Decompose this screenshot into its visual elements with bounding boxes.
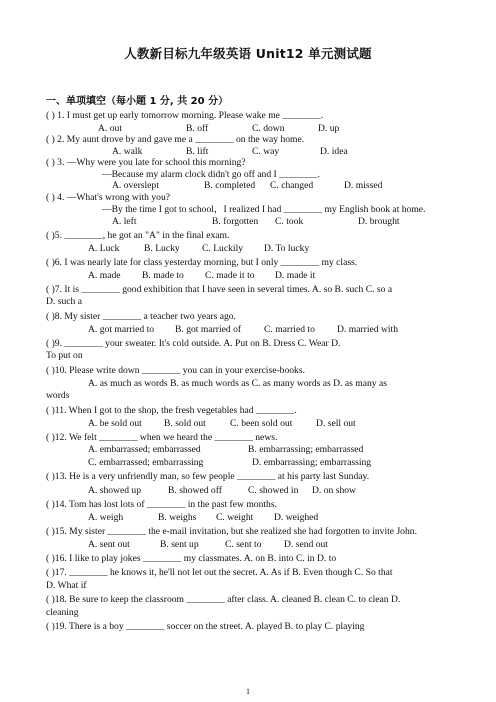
question-stem: ( )12. We felt ________ when we heard the ________ news. [46,432,278,443]
question-line: D. such a [46,296,82,307]
question-stem: ( )15. My sister ________ the e-mail invitation, but she realized she had forgotten to invite John. [46,526,417,537]
question-line: ( )19. There is a boy ________ soccer on the street. A. played B. to play C. playing [46,621,365,632]
option: A. weigh [88,512,124,523]
option: D. embarrassing; embarrassing [252,457,372,468]
option: C. way [252,146,280,157]
option: A. sent out [88,539,130,550]
question-line: ( )7. It is ________ good exhibition that I have seen in several times. A. so B. such C. so a [46,284,393,295]
option: A. made [88,270,121,281]
option: C. weight [216,512,254,523]
option: D. on show [312,485,356,496]
option: C. changed [270,180,314,191]
question-stem: ( ) 2. My aunt drove by and gave me a ________ on the way home. [46,134,305,145]
question-line: ( )9. ________ your sweater. It's cold outside. A. Put on B. Dress C. Wear D. [46,338,341,349]
option: D. married with [337,324,399,335]
option: C. married to [264,324,315,335]
option: B. sent up [160,539,199,550]
option: A. embarrassed; embarrassed [88,444,201,455]
question-line: A. as much as words B. as much words as C. as many words as D. as many as [88,378,387,389]
question-line: ( )10. Please write down ________ you can in your exercise-books. [46,365,305,376]
option: C. down [252,123,285,134]
option: A. Luck [88,243,120,254]
section-heading: 一、单项填空（每小题 1 分, 共 20 分） [46,96,229,107]
option: B. Lucky [144,243,180,254]
option: D. send out [284,539,328,550]
page-number: 1 [246,687,250,696]
option: C. been sold out [230,418,293,429]
option: D. missed [344,180,383,191]
option: A. walk [112,146,143,157]
option: D. brought [358,216,400,227]
question-line: —Because my alarm clock didn't go off and I ________. [102,169,320,180]
question-stem: ( ) 4. —What's wrong with you? [46,192,171,203]
option: B. got married of [175,324,242,335]
question-line: ( )17. ________ he knows it, he'll not let out the secret. A. As if B. Even though C. So that [46,567,393,578]
question-stem: ( ) 3. —Why were you late for school this morning? [46,157,246,168]
option: B. forgotten [212,216,259,227]
question-line: words [46,390,70,401]
option: B. sold out [164,418,206,429]
question-stem: ( )11. When I got to the shop, the fresh vegetables had ________. [46,405,297,416]
option: A. overslept [112,180,159,191]
question-line: To put on [46,350,83,361]
option: A. be sold out [88,418,142,429]
option: D. made it [275,270,316,281]
option: D. To lucky [264,243,310,254]
question-line: ( )16. I like to play jokes ________ my classmates. A. on B. into C. in D. to [46,553,337,564]
option: C. made it to [205,270,255,281]
option: D. weighed [274,512,319,523]
question-line: cleaning [46,607,79,618]
question-stem: ( )8. My sister ________ a teacher two years ago. [46,311,236,322]
question-line: D. What if [46,580,87,591]
option: C. Luckily [202,243,244,254]
question-stem: ( )5. ________, he got an "A" in the final exam. [46,230,230,241]
option: C. took [275,216,304,227]
question-stem: ( )6. I was nearly late for class yesterday morning, but I only ________ my class. [46,257,358,268]
option: B. made to [142,270,184,281]
option: C. sent to [225,539,262,550]
option: B. off [186,123,209,134]
option: D. up [318,123,340,134]
option: B. weighs [158,512,197,523]
option: D. sell out [316,418,356,429]
option: A. out [98,123,122,134]
option: B. completed [204,180,256,191]
option: B. embarrassing; embarrassed [248,444,364,455]
option: C. embarrassed; embarrassing [88,457,204,468]
option: A. left [112,216,137,227]
option: D. idea [320,146,348,157]
option: A. got married to [88,324,155,335]
page-title: 人教新目标九年级英语 Unit12 单元测试题 [124,46,372,61]
option: B. showed off [168,485,222,496]
question-line: —By the time I got to school，I realized I had ________ my English book at home. [102,204,426,215]
option: A. showed up [88,485,142,496]
question-line: ( )18. Be sure to keep the classroom ________ after class. A. cleaned B. clean C. to clean D. [46,594,401,605]
question-stem: ( ) 1. I must get up early tomorrow morning. Please wake me ________. [46,110,324,121]
option: C. showed in [248,485,299,496]
option: B. lift [186,146,209,157]
question-stem: ( )13. He is a very unfriendly man, so few people ________ at his party last Sunday. [46,471,370,482]
question-stem: ( )14. Tom has lost lots of ________ in the past few months. [46,499,277,510]
